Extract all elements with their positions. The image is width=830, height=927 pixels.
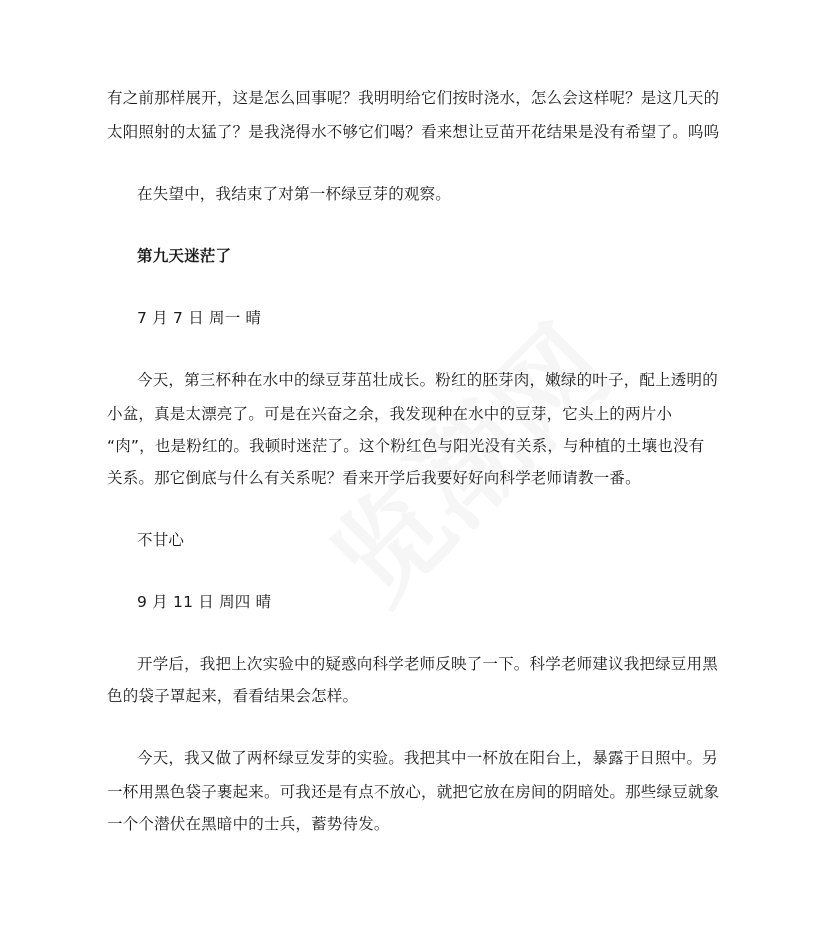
section-heading-unwilling: 不甘心 bbox=[137, 531, 185, 549]
paragraph-3-line-2: 小盆，真是太漂亮了。可是在兴奋之余，我发现种在水中的豆芽，它头上的两片小 bbox=[107, 405, 673, 423]
paragraph-4-line-1: 开学后，我把上次实验中的疑惑向科学老师反映了一下。科学老师建议我把绿豆用黑 bbox=[137, 655, 718, 673]
watermark bbox=[292, 286, 637, 631]
section-heading-day-nine: 第九天迷茫了 bbox=[137, 247, 232, 265]
paragraph-3-line-4: 关系。那它倒底与什么有关系呢？看来开学后我要好好向科学老师请教一番。 bbox=[107, 469, 641, 487]
entry-date-1: 7 月 7 日 周一 晴 bbox=[137, 309, 262, 327]
paragraph-1-line-1: 有之前那样展开，这是怎么回事呢？我明明给它们按时浇水，怎么会这样呢？是这几天的 bbox=[107, 89, 720, 107]
entry-date-2: 9 月 11 日 周四 晴 bbox=[137, 593, 272, 611]
paragraph-5-line-1: 今天，我又做了两杯绿豆发芽的实验。我把其中一杯放在阳台上，暴露于日照中。另 bbox=[137, 749, 718, 767]
paragraph-1-line-2: 太阳照射的太猛了？是我浇得水不够它们喝？看来想让豆苗开花结果是没有希望了。呜呜 bbox=[107, 123, 720, 141]
paragraph-4-line-2: 色的袋子罩起来，看看结果会怎样。 bbox=[107, 687, 359, 705]
paragraph-2: 在失望中，我结束了对第一杯绿豆芽的观察。 bbox=[137, 185, 452, 203]
paragraph-3-line-3: “肉”，也是粉红的。我顿时迷茫了。这个粉红色与阳光没有关系，与种植的土壤也没有 bbox=[107, 437, 705, 455]
paragraph-5-line-3: 一个个潜伏在黑暗中的士兵，蓄势待发。 bbox=[107, 815, 390, 833]
paragraph-5-line-2: 一杯用黑色袋子裹起来。可我还是有点不放心，就把它放在房间的阴暗处。那些绿豆就象 bbox=[107, 783, 720, 801]
paragraph-3-line-1: 今天，第三杯种在水中的绿豆芽茁壮成长。粉红的胚芽肉，嫩绿的叶子，配上透明的 bbox=[137, 371, 718, 389]
